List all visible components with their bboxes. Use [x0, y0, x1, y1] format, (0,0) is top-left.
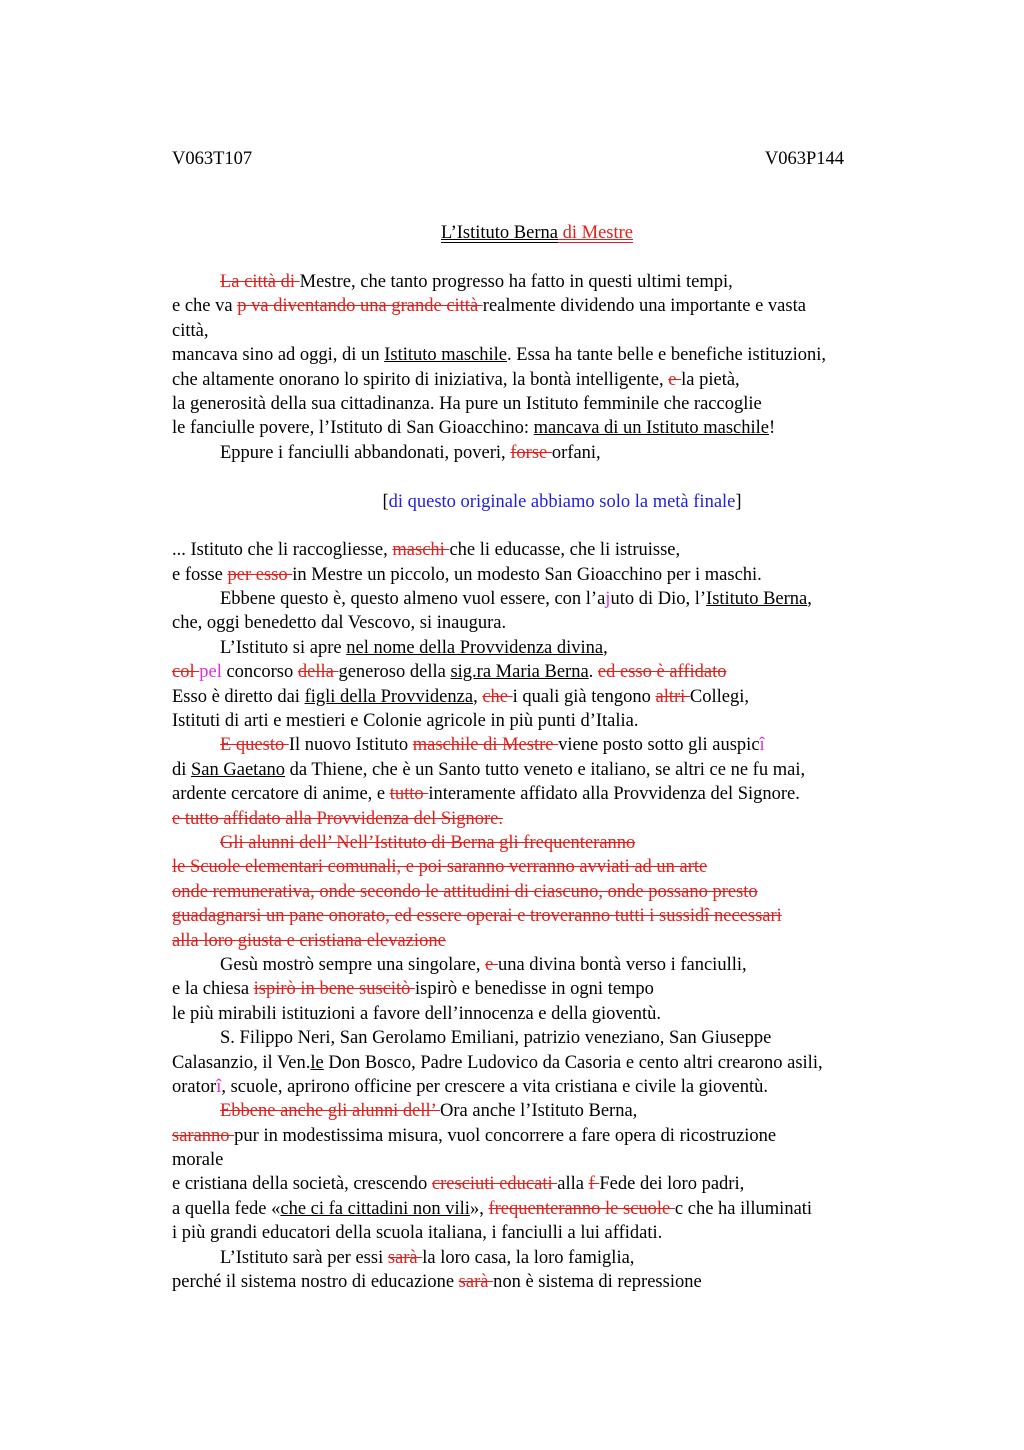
text-line	[172, 611, 912, 635]
text-segment: Ora anche l’Istituto Berna,	[440, 1101, 638, 1122]
text-line	[172, 1148, 912, 1172]
correction-mark: î	[216, 1076, 222, 1097]
text-line	[172, 929, 912, 953]
deleted-text: Gli alunni dell’ Nell’Istituto di Berna gli frequenteranno	[220, 832, 636, 853]
deleted-text: maschi	[392, 540, 450, 561]
deleted-text: le Scuole elementari comunali, e poi saranno verranno avviati ad un arte	[172, 857, 708, 878]
text-line	[172, 685, 912, 709]
deleted-text: col	[172, 662, 200, 683]
text-segment: i più grandi educatori della scuola italiana, i fanciulli a lui affidati.	[172, 1223, 663, 1244]
text-line	[172, 880, 912, 904]
underlined-text: mancava di un Istituto maschile	[533, 418, 769, 439]
text-segment: Collegi,	[689, 686, 750, 707]
text-segment: e la chiesa	[172, 979, 254, 1000]
text-line	[172, 343, 912, 367]
text-segment: viene posto sotto gli auspic	[558, 735, 760, 756]
text-line	[172, 270, 912, 294]
text-line	[172, 1051, 912, 1075]
text-segment: alla	[557, 1174, 589, 1195]
text-segment: e fosse	[172, 564, 228, 585]
deleted-text: della	[297, 662, 339, 683]
text-line	[172, 319, 912, 343]
text-segment: la generosità della sua cittadinanza. Ha pure un Istituto femminile che raccoglie	[172, 393, 762, 414]
text-segment: . Essa ha tante belle e benefiche istituzioni,	[507, 345, 827, 366]
text-segment: concorso	[221, 662, 298, 683]
text-segment: generoso della	[338, 662, 451, 683]
text-segment: L’Istituto sarà per essi	[220, 1247, 388, 1268]
text-line	[172, 1172, 912, 1196]
text-segment: Mestre, che tanto progresso ha fatto in questi ultimi tempi,	[299, 272, 733, 292]
title-text: L’Istituto Berna	[441, 223, 558, 243]
underlined-text: San Gaetano	[191, 759, 286, 780]
text-line	[172, 904, 912, 928]
text-segment: che, oggi benedetto dal Vescovo, si inaugura.	[172, 613, 507, 634]
deleted-text: cresciuti educati	[431, 1174, 558, 1195]
text-segment: Istituti di arti e mestieri e Colonie agricole in più punti d’Italia.	[172, 711, 639, 732]
text-segment: ispirò e benedisse in ogni tempo	[415, 979, 654, 1000]
text-segment: ]	[735, 491, 742, 512]
deleted-text: guadagnarsi un pane onorato, ed essere operai e troveranno tutti i sussidî necessari	[172, 906, 782, 927]
text-line	[172, 782, 912, 806]
text-segment: e cristiana della società, crescendo	[172, 1174, 432, 1195]
header-left-code: V063T107	[172, 149, 253, 169]
text-segment: uto di Dio, l’	[610, 589, 707, 610]
deleted-text: e tutto affidato alla Provvidenza del Signore.	[172, 808, 504, 829]
text-segment: Gesù mostrò sempre una singolare,	[220, 954, 486, 975]
underlined-text: figli della Provvidenza	[304, 686, 474, 707]
text-segment: ardente cercatore di anime, e	[172, 784, 390, 805]
underlined-text: Istituto Berna	[706, 589, 808, 610]
text-line	[172, 977, 912, 1001]
text-segment: una divina bontà verso i fanciulli,	[497, 954, 747, 975]
text-line	[172, 1197, 912, 1221]
text-line	[172, 733, 912, 757]
text-segment: L’Istituto si apre	[220, 637, 347, 658]
text-segment: [	[382, 491, 389, 512]
correction-mark: pel	[199, 662, 222, 683]
deleted-text: maschile di Mestre	[412, 735, 559, 756]
text-segment: ... Istituto che li raccogliesse,	[172, 540, 393, 561]
text-segment: , scuole, aprirono officine per crescere a vita cristiana e civile la gioventù.	[221, 1076, 769, 1097]
editorial-note-line	[172, 490, 912, 514]
text-segment: ,	[603, 637, 608, 658]
deleted-text: tutto	[389, 784, 429, 805]
deleted-text: La città di	[220, 272, 300, 292]
underlined-text: Istituto maschile	[384, 345, 508, 366]
text-line	[172, 636, 912, 660]
title-deleted-text: di Mestre	[557, 223, 633, 243]
text-segment: in Mestre un piccolo, un modesto San Gioacchino per i maschi.	[292, 564, 762, 585]
text-segment: non è sistema di repressione	[493, 1272, 702, 1293]
text-segment: che li educasse, che li istruisse,	[449, 540, 681, 561]
deleted-text: e	[668, 369, 682, 390]
correction-mark: î	[759, 735, 765, 756]
document-title	[0, 221, 1024, 245]
deleted-text: E questo	[220, 735, 289, 756]
text-line	[172, 587, 912, 611]
text-segment: Eppure i fanciulli abbandonati, poveri,	[220, 442, 511, 463]
text-segment: città,	[172, 320, 209, 341]
text-segment: orator	[172, 1076, 217, 1097]
text-segment: !	[768, 418, 776, 439]
text-line	[172, 416, 912, 440]
underlined-text: nel nome della Provvidenza divina	[346, 637, 604, 658]
text-line	[172, 392, 912, 416]
deleted-text: frequenteranno le scuole	[488, 1198, 675, 1219]
text-line	[172, 1124, 912, 1148]
text-line	[172, 1026, 912, 1050]
text-line	[172, 1270, 912, 1294]
text-segment: mancava sino ad oggi, di un	[172, 345, 385, 366]
text-line	[172, 953, 912, 977]
blank-line	[172, 514, 912, 538]
text-segment: pur in modestissima misura, vuol concorrere a fare opera di ricostruzione	[234, 1125, 777, 1146]
deleted-text: che	[482, 686, 513, 707]
underlined-text: le	[310, 1052, 324, 1073]
text-segment: .	[588, 662, 598, 683]
deleted-text: altri	[655, 686, 690, 707]
header-right-code: V063P144	[764, 149, 844, 169]
blank-line	[172, 465, 912, 489]
text-segment: i quali già tengono	[512, 686, 656, 707]
text-segment: orfani,	[551, 442, 601, 463]
text-segment: le più mirabili istituzioni a favore dell’innocenza e della gioventù.	[172, 1003, 662, 1024]
text-segment: Calasanzio, il Ven.	[172, 1052, 311, 1073]
deleted-text: e	[485, 954, 498, 975]
page-header	[172, 147, 844, 171]
text-segment: morale	[172, 1150, 224, 1171]
text-line	[172, 538, 912, 562]
text-segment: »,	[469, 1198, 489, 1219]
text-segment: ,	[807, 589, 812, 610]
text-segment: c che ha illuminati	[674, 1198, 813, 1219]
text-segment: di	[172, 759, 192, 780]
text-line	[172, 709, 912, 733]
text-line	[172, 563, 912, 587]
text-segment: Esso è diretto dai	[172, 686, 305, 707]
document-body	[172, 270, 912, 1294]
text-segment: che altamente onorano lo spirito di iniziativa, la bontà intelligente,	[172, 369, 669, 390]
text-line	[172, 368, 912, 392]
text-segment: la loro casa, la loro famiglia,	[422, 1247, 635, 1268]
deleted-text: sarà	[458, 1272, 494, 1293]
deleted-text: ed esso è affidato	[597, 662, 727, 683]
deleted-text: p va diventando una grande città	[237, 296, 483, 317]
deleted-text: forse	[510, 442, 552, 463]
underlined-text: sig.ra Maria Berna	[450, 662, 589, 683]
text-line	[172, 1221, 912, 1245]
text-segment: Il nuovo Istituto	[288, 735, 413, 756]
text-line	[172, 1246, 912, 1270]
text-line	[172, 831, 912, 855]
text-segment: Ebbene questo è, questo almeno vuol essere, con l’a	[220, 589, 606, 610]
deleted-text: ispirò in bene suscitò	[253, 979, 416, 1000]
text-segment: perché il sistema nostro di educazione	[172, 1272, 459, 1293]
text-segment: e che va	[172, 296, 238, 317]
text-segment: da Thiene, che è un Santo tutto veneto e italiano, se altri ce ne fu mai,	[285, 759, 806, 780]
text-line	[172, 660, 912, 684]
text-line	[172, 1099, 912, 1123]
text-segment: a quella fede «	[172, 1198, 281, 1219]
text-line	[172, 855, 912, 879]
deleted-text: onde remunerativa, onde secondo le attitudini di ciascuno, onde possano presto	[172, 881, 758, 902]
text-segment: le fanciulle povere, l’Istituto di San Gioacchino:	[172, 418, 534, 439]
text-line	[172, 1002, 912, 1026]
editorial-note: di questo originale abbiamo solo la metà finale	[388, 491, 736, 512]
underlined-text: che ci fa cittadini non vili	[280, 1198, 470, 1219]
text-segment: realmente dividendo una importante e vasta	[482, 296, 806, 317]
correction-mark: j	[605, 589, 611, 610]
text-line	[172, 294, 912, 318]
deleted-text: Ebbene anche gli alunni dell’	[220, 1101, 441, 1122]
text-segment: S. Filippo Neri, San Gerolamo Emiliani, patrizio veneziano, San Giuseppe	[220, 1028, 772, 1049]
deleted-text: saranno	[172, 1125, 235, 1146]
deleted-text: f	[588, 1174, 600, 1195]
deleted-text: per esso	[227, 564, 293, 585]
text-line	[172, 758, 912, 782]
text-line	[172, 441, 912, 465]
text-segment: Fede dei loro padri,	[599, 1174, 745, 1195]
text-segment: Don Bosco, Padre Ludovico da Casoria e cento altri crearono asili,	[323, 1052, 823, 1073]
text-segment: interamente affidato alla Provvidenza del Signore.	[428, 784, 800, 805]
text-segment: la pietà,	[681, 369, 740, 390]
deleted-text: alla loro giusta e cristiana elevazione	[172, 930, 446, 951]
text-line	[172, 1075, 912, 1099]
deleted-text: sarà	[387, 1247, 423, 1268]
text-line	[172, 807, 912, 831]
text-segment: ,	[473, 686, 483, 707]
